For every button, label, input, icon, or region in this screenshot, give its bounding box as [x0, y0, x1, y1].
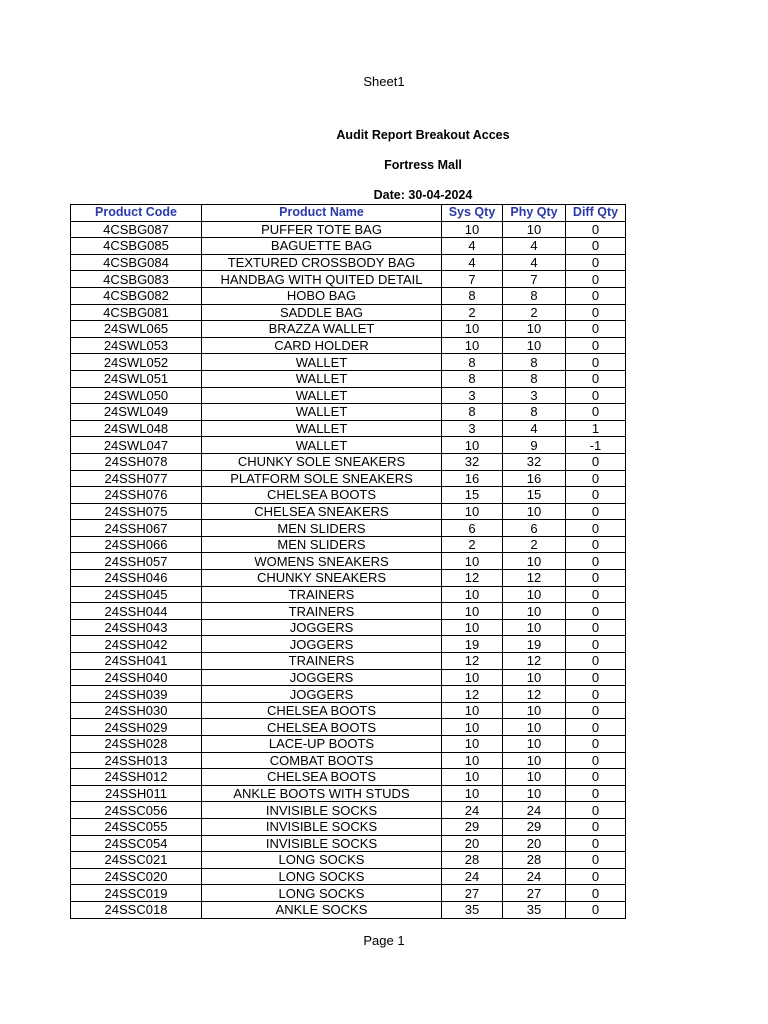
product-code-cell: 24SSC019 [71, 885, 202, 902]
product-code-cell: 4CSBG081 [71, 304, 202, 321]
sys-qty-cell: 28 [442, 852, 503, 869]
table-body [71, 221, 626, 918]
sys-qty-cell: 10 [442, 669, 503, 686]
product-name-cell: MEN SLIDERS [202, 536, 442, 553]
product-name-cell: HANDBAG WITH QUITED DETAIL [202, 271, 442, 288]
phy-qty-cell: 29 [503, 818, 566, 835]
sys-qty-cell: 10 [442, 337, 503, 354]
product-name-cell: TRAINERS [202, 653, 442, 670]
diff-qty-cell: 0 [566, 653, 626, 670]
product-name-cell: WALLET [202, 354, 442, 371]
product-code-cell: 4CSBG084 [71, 254, 202, 271]
sys-qty-cell: 12 [442, 570, 503, 587]
product-name-cell: COMBAT BOOTS [202, 752, 442, 769]
sys-qty-cell: 12 [442, 653, 503, 670]
phy-qty-cell: 9 [503, 437, 566, 454]
product-name-cell: WOMENS SNEAKERS [202, 553, 442, 570]
report-date: Date: 30-04-2024 [373, 188, 473, 202]
sys-qty-cell: 27 [442, 885, 503, 902]
product-name-cell: WALLET [202, 437, 442, 454]
table-row [71, 520, 626, 537]
product-code-cell: 4CSBG087 [71, 221, 202, 238]
product-code-cell: 24SSH042 [71, 636, 202, 653]
phy-qty-cell: 6 [503, 520, 566, 537]
phy-qty-cell: 10 [503, 785, 566, 802]
diff-qty-cell: 0 [566, 387, 626, 404]
phy-qty-cell: 4 [503, 254, 566, 271]
table-row [71, 752, 626, 769]
diff-qty-cell: 0 [566, 453, 626, 470]
sys-qty-cell: 10 [442, 619, 503, 636]
product-code-cell: 24SSH066 [71, 536, 202, 553]
phy-qty-cell: 3 [503, 387, 566, 404]
header-product-name: Product Name [202, 205, 442, 222]
sys-qty-cell: 8 [442, 370, 503, 387]
diff-qty-cell: 0 [566, 370, 626, 387]
product-code-cell: 24SSH041 [71, 653, 202, 670]
phy-qty-cell: 10 [503, 669, 566, 686]
sys-qty-cell: 19 [442, 636, 503, 653]
product-code-cell: 24SSH030 [71, 702, 202, 719]
phy-qty-cell: 2 [503, 536, 566, 553]
table-row [71, 536, 626, 553]
sys-qty-cell: 12 [442, 686, 503, 703]
table-row [71, 802, 626, 819]
diff-qty-cell: 0 [566, 536, 626, 553]
sys-qty-cell: 4 [442, 238, 503, 255]
sys-qty-cell: 10 [442, 702, 503, 719]
product-name-cell: ANKLE SOCKS [202, 901, 442, 918]
phy-qty-cell: 10 [503, 337, 566, 354]
phy-qty-cell: 8 [503, 404, 566, 421]
diff-qty-cell: 0 [566, 901, 626, 918]
sys-qty-cell: 3 [442, 387, 503, 404]
table-row [71, 570, 626, 587]
product-code-cell: 24SSH043 [71, 619, 202, 636]
product-name-cell: TEXTURED CROSSBODY BAG [202, 254, 442, 271]
product-code-cell: 24SSC055 [71, 818, 202, 835]
product-name-cell: WALLET [202, 404, 442, 421]
product-name-cell: HOBO BAG [202, 287, 442, 304]
product-name-cell: MEN SLIDERS [202, 520, 442, 537]
phy-qty-cell: 10 [503, 503, 566, 520]
sys-qty-cell: 10 [442, 503, 503, 520]
phy-qty-cell: 10 [503, 702, 566, 719]
diff-qty-cell: 0 [566, 619, 626, 636]
product-name-cell: BRAZZA WALLET [202, 321, 442, 338]
table-row [71, 404, 626, 421]
diff-qty-cell: 0 [566, 570, 626, 587]
diff-qty-cell: 0 [566, 503, 626, 520]
product-name-cell: INVISIBLE SOCKS [202, 802, 442, 819]
product-name-cell: WALLET [202, 370, 442, 387]
table-row [71, 387, 626, 404]
diff-qty-cell: 0 [566, 586, 626, 603]
product-code-cell: 4CSBG083 [71, 271, 202, 288]
diff-qty-cell: 0 [566, 669, 626, 686]
diff-qty-cell: 0 [566, 785, 626, 802]
product-code-cell: 24SSC056 [71, 802, 202, 819]
phy-qty-cell: 7 [503, 271, 566, 288]
phy-qty-cell: 10 [503, 719, 566, 736]
sys-qty-cell: 10 [442, 752, 503, 769]
product-name-cell: WALLET [202, 420, 442, 437]
phy-qty-cell: 28 [503, 852, 566, 869]
diff-qty-cell: 0 [566, 885, 626, 902]
table-header-row [71, 205, 626, 222]
diff-qty-cell: 0 [566, 470, 626, 487]
sys-qty-cell: 16 [442, 470, 503, 487]
phy-qty-cell: 4 [503, 420, 566, 437]
table-row [71, 868, 626, 885]
table-row [71, 503, 626, 520]
phy-qty-cell: 19 [503, 636, 566, 653]
product-code-cell: 24SSH076 [71, 487, 202, 504]
sys-qty-cell: 4 [442, 254, 503, 271]
table-row [71, 785, 626, 802]
table-row [71, 287, 626, 304]
product-code-cell: 24SWL048 [71, 420, 202, 437]
diff-qty-cell: 0 [566, 835, 626, 852]
table-row [71, 487, 626, 504]
table-row [71, 453, 626, 470]
diff-qty-cell: 0 [566, 603, 626, 620]
sys-qty-cell: 10 [442, 586, 503, 603]
sys-qty-cell: 7 [442, 271, 503, 288]
sys-qty-cell: 10 [442, 437, 503, 454]
table-row [71, 553, 626, 570]
table-row [71, 719, 626, 736]
table-row [71, 769, 626, 786]
diff-qty-cell: -1 [566, 437, 626, 454]
product-name-cell: JOGGERS [202, 636, 442, 653]
product-name-cell: CHELSEA BOOTS [202, 487, 442, 504]
diff-qty-cell: 0 [566, 271, 626, 288]
product-code-cell: 24SSH040 [71, 669, 202, 686]
table-row [71, 470, 626, 487]
report-title: Audit Report Breakout Acces [336, 128, 510, 142]
diff-qty-cell: 0 [566, 337, 626, 354]
product-name-cell: CHUNKY SOLE SNEAKERS [202, 453, 442, 470]
phy-qty-cell: 10 [503, 221, 566, 238]
table-row [71, 354, 626, 371]
product-code-cell: 24SSH057 [71, 553, 202, 570]
product-name-cell: LONG SOCKS [202, 852, 442, 869]
phy-qty-cell: 10 [503, 553, 566, 570]
diff-qty-cell: 0 [566, 852, 626, 869]
sys-qty-cell: 8 [442, 404, 503, 421]
table-row [71, 437, 626, 454]
header-sys-qty: Sys Qty [442, 205, 503, 222]
phy-qty-cell: 10 [503, 752, 566, 769]
table-row [71, 885, 626, 902]
audit-table [70, 204, 626, 919]
product-code-cell: 4CSBG082 [71, 287, 202, 304]
table-row [71, 420, 626, 437]
product-code-cell: 24SSH075 [71, 503, 202, 520]
diff-qty-cell: 0 [566, 752, 626, 769]
phy-qty-cell: 24 [503, 802, 566, 819]
product-name-cell: WALLET [202, 387, 442, 404]
table-row [71, 304, 626, 321]
product-name-cell: ANKLE BOOTS WITH STUDS [202, 785, 442, 802]
diff-qty-cell: 0 [566, 736, 626, 753]
phy-qty-cell: 10 [503, 603, 566, 620]
table-row [71, 254, 626, 271]
product-code-cell: 24SSH039 [71, 686, 202, 703]
sys-qty-cell: 20 [442, 835, 503, 852]
phy-qty-cell: 27 [503, 885, 566, 902]
phy-qty-cell: 16 [503, 470, 566, 487]
phy-qty-cell: 8 [503, 287, 566, 304]
header-product-code: Product Code [71, 205, 202, 222]
sys-qty-cell: 6 [442, 520, 503, 537]
phy-qty-cell: 12 [503, 570, 566, 587]
phy-qty-cell: 10 [503, 619, 566, 636]
table-row [71, 736, 626, 753]
sys-qty-cell: 10 [442, 603, 503, 620]
diff-qty-cell: 0 [566, 636, 626, 653]
sys-qty-cell: 3 [442, 420, 503, 437]
phy-qty-cell: 35 [503, 901, 566, 918]
table-row [71, 586, 626, 603]
phy-qty-cell: 10 [503, 321, 566, 338]
sys-qty-cell: 32 [442, 453, 503, 470]
product-name-cell: PUFFER TOTE BAG [202, 221, 442, 238]
table-row [71, 818, 626, 835]
phy-qty-cell: 32 [503, 453, 566, 470]
product-name-cell: INVISIBLE SOCKS [202, 835, 442, 852]
table-row [71, 653, 626, 670]
product-code-cell: 24SWL047 [71, 437, 202, 454]
product-name-cell: JOGGERS [202, 669, 442, 686]
table-row [71, 221, 626, 238]
table-row [71, 835, 626, 852]
product-code-cell: 24SWL065 [71, 321, 202, 338]
product-name-cell: BAGUETTE BAG [202, 238, 442, 255]
sys-qty-cell: 10 [442, 553, 503, 570]
product-name-cell: PLATFORM SOLE SNEAKERS [202, 470, 442, 487]
phy-qty-cell: 20 [503, 835, 566, 852]
phy-qty-cell: 15 [503, 487, 566, 504]
diff-qty-cell: 0 [566, 719, 626, 736]
product-name-cell: LONG SOCKS [202, 868, 442, 885]
product-code-cell: 4CSBG085 [71, 238, 202, 255]
product-name-cell: JOGGERS [202, 686, 442, 703]
table-row [71, 686, 626, 703]
product-name-cell: CHELSEA BOOTS [202, 702, 442, 719]
product-code-cell: 24SWL053 [71, 337, 202, 354]
diff-qty-cell: 0 [566, 221, 626, 238]
header-diff-qty: Diff Qty [566, 205, 626, 222]
header-phy-qty: Phy Qty [503, 205, 566, 222]
diff-qty-cell: 0 [566, 868, 626, 885]
product-code-cell: 24SSH046 [71, 570, 202, 587]
product-code-cell: 24SWL051 [71, 370, 202, 387]
sys-qty-cell: 10 [442, 785, 503, 802]
product-name-cell: INVISIBLE SOCKS [202, 818, 442, 835]
product-name-cell: JOGGERS [202, 619, 442, 636]
phy-qty-cell: 4 [503, 238, 566, 255]
table-row [71, 238, 626, 255]
diff-qty-cell: 0 [566, 354, 626, 371]
sys-qty-cell: 15 [442, 487, 503, 504]
sys-qty-cell: 10 [442, 221, 503, 238]
table-row [71, 603, 626, 620]
table-row [71, 852, 626, 869]
product-code-cell: 24SSH011 [71, 785, 202, 802]
product-code-cell: 24SSH028 [71, 736, 202, 753]
sys-qty-cell: 8 [442, 354, 503, 371]
table-row [71, 702, 626, 719]
product-code-cell: 24SSH013 [71, 752, 202, 769]
phy-qty-cell: 12 [503, 653, 566, 670]
product-name-cell: LONG SOCKS [202, 885, 442, 902]
diff-qty-cell: 0 [566, 404, 626, 421]
phy-qty-cell: 24 [503, 868, 566, 885]
product-code-cell: 24SWL049 [71, 404, 202, 421]
diff-qty-cell: 0 [566, 254, 626, 271]
page-number: Page 1 [363, 933, 405, 948]
sys-qty-cell: 35 [442, 901, 503, 918]
sys-qty-cell: 24 [442, 868, 503, 885]
diff-qty-cell: 0 [566, 686, 626, 703]
table-row [71, 370, 626, 387]
product-name-cell: CHUNKY SNEAKERS [202, 570, 442, 587]
phy-qty-cell: 8 [503, 370, 566, 387]
product-code-cell: 24SSC018 [71, 901, 202, 918]
sys-qty-cell: 10 [442, 719, 503, 736]
product-name-cell: CHELSEA SNEAKERS [202, 503, 442, 520]
sys-qty-cell: 2 [442, 536, 503, 553]
phy-qty-cell: 8 [503, 354, 566, 371]
table-row [71, 337, 626, 354]
product-name-cell: TRAINERS [202, 586, 442, 603]
product-name-cell: LACE-UP BOOTS [202, 736, 442, 753]
product-code-cell: 24SSH045 [71, 586, 202, 603]
diff-qty-cell: 0 [566, 553, 626, 570]
product-code-cell: 24SSH078 [71, 453, 202, 470]
diff-qty-cell: 0 [566, 818, 626, 835]
product-code-cell: 24SSH044 [71, 603, 202, 620]
product-name-cell: CARD HOLDER [202, 337, 442, 354]
sys-qty-cell: 29 [442, 818, 503, 835]
product-name-cell: TRAINERS [202, 603, 442, 620]
phy-qty-cell: 10 [503, 586, 566, 603]
table-row [71, 271, 626, 288]
diff-qty-cell: 0 [566, 487, 626, 504]
diff-qty-cell: 0 [566, 702, 626, 719]
sys-qty-cell: 8 [442, 287, 503, 304]
sheet-name: Sheet1 [363, 74, 405, 89]
product-name-cell: CHELSEA BOOTS [202, 719, 442, 736]
product-code-cell: 24SSH029 [71, 719, 202, 736]
product-code-cell: 24SWL052 [71, 354, 202, 371]
phy-qty-cell: 12 [503, 686, 566, 703]
sys-qty-cell: 24 [442, 802, 503, 819]
phy-qty-cell: 10 [503, 769, 566, 786]
product-name-cell: CHELSEA BOOTS [202, 769, 442, 786]
diff-qty-cell: 0 [566, 304, 626, 321]
table-row [71, 669, 626, 686]
diff-qty-cell: 0 [566, 287, 626, 304]
sys-qty-cell: 10 [442, 769, 503, 786]
diff-qty-cell: 0 [566, 802, 626, 819]
product-code-cell: 24SSH067 [71, 520, 202, 537]
product-code-cell: 24SSC054 [71, 835, 202, 852]
product-code-cell: 24SSC021 [71, 852, 202, 869]
diff-qty-cell: 0 [566, 238, 626, 255]
phy-qty-cell: 10 [503, 736, 566, 753]
product-code-cell: 24SSH012 [71, 769, 202, 786]
phy-qty-cell: 2 [503, 304, 566, 321]
table-row [71, 901, 626, 918]
sys-qty-cell: 10 [442, 321, 503, 338]
sys-qty-cell: 10 [442, 736, 503, 753]
table-row [71, 619, 626, 636]
table-row [71, 321, 626, 338]
product-code-cell: 24SWL050 [71, 387, 202, 404]
diff-qty-cell: 0 [566, 520, 626, 537]
product-name-cell: SADDLE BAG [202, 304, 442, 321]
diff-qty-cell: 1 [566, 420, 626, 437]
product-code-cell: 24SSH077 [71, 470, 202, 487]
sys-qty-cell: 2 [442, 304, 503, 321]
diff-qty-cell: 0 [566, 321, 626, 338]
report-location: Fortress Mall [384, 158, 462, 172]
table-row [71, 636, 626, 653]
diff-qty-cell: 0 [566, 769, 626, 786]
product-code-cell: 24SSC020 [71, 868, 202, 885]
